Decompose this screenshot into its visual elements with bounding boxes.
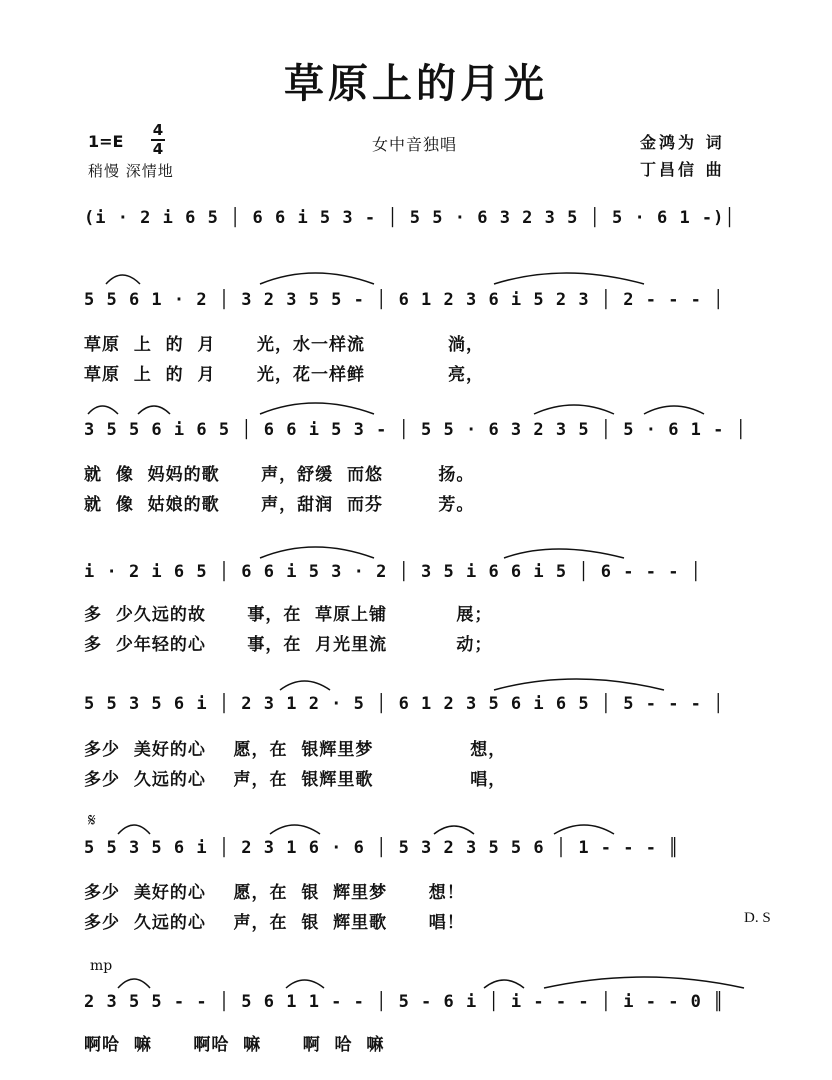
notation-row-1: 5 5 6 1 · 2 │ 3 2 3 5 5 - │ 6 1 2 3 6 i 5 2 3 │ 2 - - - │ bbox=[84, 290, 725, 310]
lyric-row-2-verse-2: 就 像 姑娘的歌 声，甜润 而芬 芳。 bbox=[84, 495, 475, 515]
lyric-row-1-verse-1: 草原 上 的 月 光，水一样流 淌， bbox=[84, 335, 485, 355]
lyric-row-3-verse-2: 多 少年轻的心 事，在 月光里流 动； bbox=[84, 635, 493, 655]
slurs-row-1 bbox=[84, 262, 784, 292]
lyric-row-5-verse-1: 多少 美好的心 愿，在 银 辉里梦 想！ bbox=[84, 883, 465, 903]
lyric-row-3-verse-1: 多 少久远的故 事，在 草原上铺 展； bbox=[84, 605, 493, 625]
composer-credit: 丁昌信 曲 bbox=[640, 160, 725, 179]
notation-row-6: 2 3 5 5 - - │ 5 6 1 1 - - │ 5 - 6 i │ i - - - │ i - - 0 ║ bbox=[84, 992, 725, 1012]
notation-row-3: i · 2 i 6 5 │ 6 6 i 5 3 · 2 │ 3 5 i 6 6 i 5 │ 6 - - - │ bbox=[84, 562, 702, 582]
notation-row-2: 3 5 5 6 i 6 5 │ 6 6 i 5 3 - │ 5 5 · 6 3 2 3 5 │ 5 · 6 1 - │ bbox=[84, 420, 747, 440]
lyric-row-6: 啊哈 嘛 啊哈 嘛 啊 哈 嘛 bbox=[84, 1035, 385, 1055]
dal-segno-mark: D. S bbox=[744, 910, 771, 926]
notation-row-4: 5 5 3 5 6 i │ 2 3 1 2 · 5 │ 6 1 2 3 5 6 i 6 5 │ 5 - - - │ bbox=[84, 694, 725, 714]
song-title: 草原上的月光 bbox=[284, 61, 548, 107]
lyric-row-4-verse-2: 多少 久远的心 声，在 银辉里歌 唱， bbox=[84, 770, 507, 790]
slurs-row-2 bbox=[84, 392, 784, 422]
dynamic-mark: mp bbox=[90, 958, 113, 974]
time-signature-bottom: 4 bbox=[152, 140, 164, 158]
lyric-row-5-verse-2: 多少 久远的心 声，在 银 辉里歌 唱！ bbox=[84, 913, 465, 933]
tempo-marking: 稍慢 深情地 bbox=[88, 162, 174, 180]
time-signature bbox=[148, 122, 168, 158]
performance-note: 女中音独唱 bbox=[372, 135, 458, 154]
lyric-row-4-verse-1: 多少 美好的心 愿，在 银辉里梦 想， bbox=[84, 740, 507, 760]
lyric-row-2-verse-1: 就 像 妈妈的歌 声，舒缓 而悠 扬。 bbox=[84, 465, 475, 485]
key-signature: 1=E bbox=[88, 132, 124, 151]
time-signature-top: 4 bbox=[152, 121, 164, 139]
segno-mark: 𝄋 bbox=[88, 810, 96, 831]
notation-row-intro: (i · 2 i 6 5 │ 6 6 i 5 3 - │ 5 5 · 6 3 2 3 5 │ 5 · 6 1 -)│ bbox=[84, 208, 736, 228]
lyric-row-1-verse-2: 草原 上 的 月 光，花一样鲜 亮， bbox=[84, 365, 485, 385]
lyricist-credit: 金鸿为 词 bbox=[640, 133, 725, 152]
notation-row-5: 5 5 3 5 6 i │ 2 3 1 6 · 6 │ 5 3 2 3 5 5 6 │ 1 - - - ║ bbox=[84, 838, 680, 858]
